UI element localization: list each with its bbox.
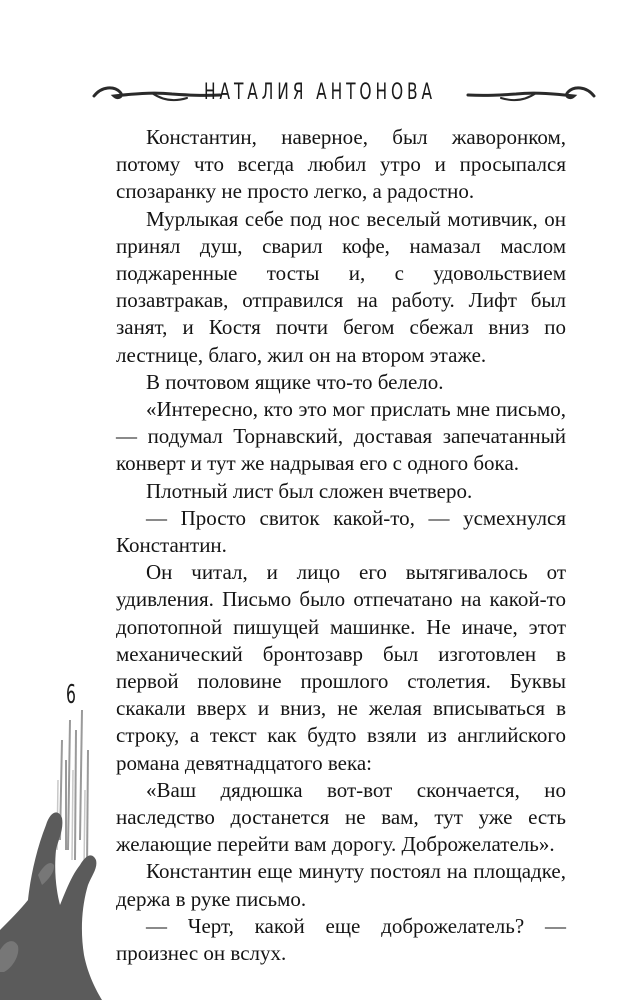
paragraph: «Ваш дядюшка вот-вот скончается, но наследство достанется не вам, тут уже есть желающие перейти вам дорогу. Доброжелатель». [116, 777, 566, 857]
cat-silhouette-illustration [0, 700, 110, 1000]
paragraph: Плотный лист был сложен вчетверо. [146, 478, 473, 503]
body-text [116, 124, 566, 967]
paragraph: Он читал, и лицо его вытягивалось от удивления. Письмо было отпечатано на какой-то допотопной пишущей машинке. Не иначе, этот механический бронтозавр был изготовлен в первой половине прошлого столетия. Буквы скакали вверх и вниз, не желая вписываться в строку, а текст как будто взяли из английского романа девятнадцатого века: [116, 560, 566, 775]
running-header [0, 70, 640, 120]
paragraph: «Интересно, кто это мог прислать мне письмо, — подумал Торнавский, доставая запечатанный конверт и тут же надрывая его с одного бока. [116, 397, 566, 476]
paragraph: Константин, наверное, был жаворонком, потому что всегда любил утро и просыпался спозаранку не просто легко, а радостно. [116, 125, 566, 204]
paragraph: В почтовом ящике что-то белело. [146, 369, 444, 394]
paragraph: Константин еще минуту постоял на площадке, держа в руке письмо. [116, 859, 566, 911]
paragraph: Мурлыкая себе под нос веселый мотивчик, он принял душ, сварил кофе, намазал маслом поджаренные тосты и, с удовольствием позавтракав, отправился на работу. Лифт был занят, и Костя почти бегом сбежал вниз по лестнице, благо, жил он на втором этаже. [116, 206, 566, 367]
right-swirl-ornament [466, 78, 596, 108]
author-name: НАТАЛИЯ АНТОНОВА [203, 80, 437, 105]
page-number: 6 [66, 680, 76, 710]
paragraph: — Черт, какой еще доброжелатель? — произнес он вслух. [116, 913, 566, 966]
paragraph: — Просто свиток какой-то, — усмехнулся Константин. [116, 505, 566, 558]
